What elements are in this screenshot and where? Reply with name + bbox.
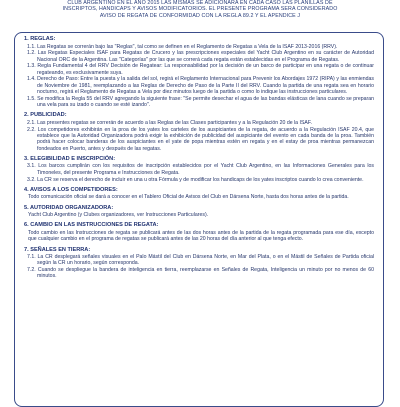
paragraph: 7.1. La CR desplegará señales visuales en el Palo Mástil del Club en Dársena Norte, en Mar del Plata, o en el Mástil de Señales de Partida oficial según la CR un horario, según corresponda. [27, 254, 374, 267]
paragraph: 1.3. Regla Fundamental 4 del RRV Decisión de Regatear: La responsabilidad por la decisión de un barco de participar en una regata o de continuar regateando, es exclusivamente suya. [27, 63, 374, 76]
header-text [0, 0, 400, 30]
section-senales [24, 247, 374, 280]
paragraph: 2.1. Las presentes regatas se correrán de acuerdo a las Reglas de las Clases participantes y a la Regulación 20 de la ISAF. [27, 119, 312, 126]
section-reglas [24, 36, 374, 108]
section-title: 6. CAMBIO EN LAS INSTRUCCIONES DE REGATA: [24, 222, 159, 229]
section-title: 1. REGLAS: [24, 36, 56, 42]
paragraph: 2.2. Los competidores exhibirán en la proa de los yates los carteles de los auspiciantes de la regata, de acuerdo a la Regulación ISAF 20.4, que establece que la Autoridad Organizadora podrá exigir la exhibición de publicidad del auspiciante del evento en cada banda de la proa. También podrá hacer colocar banderas de los auspiciantes en el yate de popa mientras estén en regata y en el estay de proa mientras permanezcan fondeados en Puerto, antes y después de las regatas. [27, 126, 374, 152]
rules-box [14, 32, 384, 407]
paragraph: 1.5. Se modifica la Regla 55 del RRV agregando la siguiente frase: "Se permite desechar el agua de las bandas elásticas de lana cuando se preparan una vela para su izado o cuando se esté izando". [27, 95, 374, 109]
section-publicidad [24, 112, 374, 151]
paragraph: Todo cambio en las Instrucciones de regata se publicará antes de las dos horas antes de la partida de la regata programada para ese día, excepto que cualquier cambio en el programa de regatas se publicará antes de las 20 horas del día anterior al que tenga efecto. [28, 229, 374, 243]
paragraph: 7.2. Cuando se despliegue la bandera de inteligencia en tierra, reemplazarse en Señales de Regata, Inteligencia un minuto por no menos de 60 minutos. [27, 267, 374, 280]
section-elegibilidad [24, 156, 374, 183]
header-line: CLUB ARGENTINO EN EL AÑO 2015 LAS MISMAS SE ADICIONARA EN CADA CASO LAS PLANILLAS DE [67, 0, 333, 6]
header-line: AVISO DE REGATA DE CONFORMIDAD CON LA REGLA 89.2 Y EL APENDICE J [99, 12, 301, 19]
paragraph: Yacht Club Argentino (y Clubes organizadores, ver Instrucciones Particulares). [28, 212, 209, 219]
section-autoridad [24, 205, 374, 219]
paragraph: 1.2. Las Regatas Especiales ISAF para Regatas de Crucero y las prescripciones especiales del Yacht Club Argentino en su carácter de Autoridad Nacional ORC de la Argentina. Las "Categorías" por las que se correrá cada regata están establecidas en el Programa de Regatas. [27, 50, 374, 63]
paragraph: 1.1. Las Regatas se correrán bajo las "Reglas", tal como se definen en el Reglamento de Regatas a Vela de la ISAF 2013-2016 (RRV). [27, 43, 338, 50]
paragraph: 1.4. Derecho de Paso: Entre la puesta y la salida del sol, regirá el Reglamento Internacional para Prevenir los Abordajes 1972 (RIPA) y las enmiendas de Noviembre de 1981, reemplazando a las Reglas de Derecho de Paso de la Parte II del RRV. Cuando la partida de una regata sea en horario nocturno, regirá el Reglamento de Regatas a Vela por diez minutos luego de la partida o como lo indique las instrucciones particulares. [27, 76, 374, 96]
section-cambio [24, 222, 374, 242]
header-line: INSCRIPTOS, HANDICAPS Y AVISOS MODIFICATORIOS. EL PRESENTE PROGRAMA SERA CONSIDERADO [62, 6, 338, 13]
paragraph: 3.2. La CR se reserva el derecho de incluir en una u otra Fórmula y de modificar los handicaps de los yates inscriptos cuando lo crea conveniente. [27, 176, 364, 183]
paragraph: 3.1. Los barcos cumplirán con los requisitos de inscripción establecidos por el Yacht Club Argentino, en las Informaciones Generales para los Timoneles, del presente Programa e Instrucciones de Regata. [27, 163, 374, 176]
section-title: 3. ELEGIBILIDAD E INSCRIPCIÓN: [24, 155, 116, 162]
section-title: 4. AVISOS A LOS COMPETIDORES: [24, 186, 118, 193]
paragraph: Todo comunicación oficial se dará a conocer en el Tablero Oficial de Avisos del Club en Dársena Norte, hasta dos horas antes de la partida. [28, 194, 349, 201]
section-title: 5. AUTORIDAD ORGANIZADORA: [24, 204, 114, 211]
section-title: 7. SEÑALES EN TIERRA: [24, 246, 91, 253]
section-avisos [24, 187, 374, 201]
section-title: 2. PUBLICIDAD: [24, 112, 67, 119]
